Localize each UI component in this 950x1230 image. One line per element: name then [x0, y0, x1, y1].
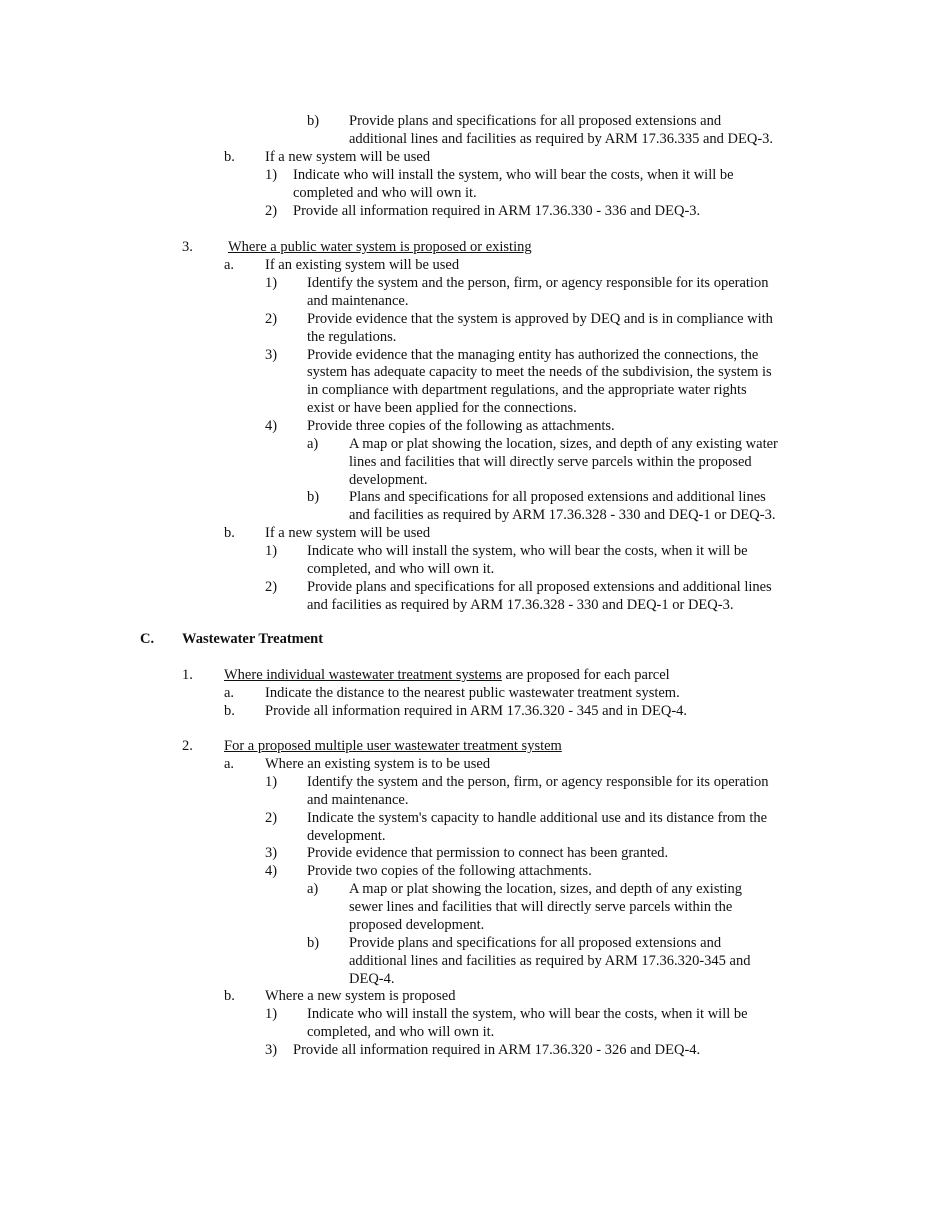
list-text: If a new system will be used [265, 525, 431, 541]
list-label: 2) [265, 311, 278, 327]
list-label: 1) [265, 543, 278, 559]
list-text: If a new system will be used [265, 149, 431, 165]
list-text: Provide plans and specifications for all proposed extensions and additional lines [307, 579, 772, 595]
list-text: and maintenance. [307, 293, 409, 309]
list-label: 1) [265, 1006, 278, 1022]
list-label: 2) [265, 810, 278, 826]
list-label: 1) [265, 167, 278, 183]
list-text: Indicate the distance to the nearest public wastewater treatment system. [265, 685, 680, 701]
list-text: and facilities as required by ARM 17.36.328 - 330 and DEQ-1 or DEQ-3. [307, 597, 734, 613]
list-label: b) [307, 489, 320, 505]
list-label: b. [224, 988, 235, 1004]
list-text: Plans and specifications for all proposed extensions and additional lines [349, 489, 766, 505]
section-title: For a proposed multiple user wastewater treatment system [224, 738, 562, 754]
list-text: Provide evidence that the system is approved by DEQ and is in compliance with [307, 311, 773, 327]
list-text: additional lines and facilities as required by ARM 17.36.335 and DEQ-3. [349, 131, 774, 147]
list-text: DEQ-4. [349, 971, 395, 987]
list-label: b) [307, 935, 320, 951]
section-title-rest: are proposed for each parcel [501, 667, 670, 683]
section-number: 1. [182, 667, 193, 683]
list-text: system has adequate capacity to meet the needs of the subdivision, the system is [307, 364, 772, 380]
list-text: Provide all information required in ARM 17.36.330 - 336 and DEQ-3. [293, 203, 701, 219]
list-label: b) [307, 113, 320, 129]
list-label: a. [224, 685, 235, 701]
list-text: Indicate who will install the system, who will bear the costs, when it will be [307, 543, 748, 559]
list-label: a) [307, 881, 319, 897]
list-text: completed, and who will own it. [307, 1024, 495, 1040]
list-label: 2) [265, 579, 278, 595]
list-text: Provide plans and specifications for all proposed extensions and [349, 113, 722, 129]
section-number: 3. [182, 239, 193, 255]
list-label: b. [224, 149, 235, 165]
list-text: Provide evidence that permission to connect has been granted. [307, 845, 669, 861]
list-text: Identify the system and the person, firm, or agency responsible for its operation [307, 275, 769, 291]
list-label: 3) [265, 1042, 278, 1058]
list-label: a. [224, 756, 235, 772]
list-label: 3) [265, 347, 278, 363]
list-text: Indicate who will install the system, who will bear the costs, when it will be [293, 167, 734, 183]
list-text: sewer lines and facilities that will directly serve parcels within the [349, 899, 733, 915]
list-text: Provide evidence that the managing entity has authorized the connections, the [307, 347, 759, 363]
section-title-underlined: Where individual wastewater treatment systems [224, 667, 502, 683]
list-text: completed and who will own it. [293, 185, 477, 201]
list-text: Identify the system and the person, firm, or agency responsible for its operation [307, 774, 769, 790]
list-text: Indicate the system's capacity to handle additional use and its distance from the [307, 810, 768, 826]
list-text: A map or plat showing the location, sizes, and depth of any existing water [349, 436, 778, 452]
list-label: b. [224, 525, 235, 541]
section-title [224, 666, 670, 684]
list-text: the regulations. [307, 329, 397, 345]
section-label: C. [140, 631, 155, 647]
list-label: a. [224, 257, 235, 273]
list-text: Provide all information required in ARM 17.36.320 - 326 and DEQ-4. [293, 1042, 701, 1058]
list-text: in compliance with department regulations, and the appropriate water rights [307, 382, 747, 398]
list-text: Provide all information required in ARM 17.36.320 - 345 and in DEQ-4. [265, 703, 688, 719]
list-text: Provide plans and specifications for all proposed extensions and [349, 935, 722, 951]
list-text: and maintenance. [307, 792, 409, 808]
list-text: Where an existing system is to be used [265, 756, 491, 772]
list-text: additional lines and facilities as required by ARM 17.36.320-345 and [349, 953, 751, 969]
list-text: A map or plat showing the location, sizes, and depth of any existing [349, 881, 743, 897]
list-text: and facilities as required by ARM 17.36.328 - 330 and DEQ-1 or DEQ-3. [349, 507, 776, 523]
section-heading: Wastewater Treatment [182, 631, 324, 647]
list-text: development. [349, 472, 428, 488]
list-text: Indicate who will install the system, who will bear the costs, when it will be [307, 1006, 748, 1022]
list-label: 1) [265, 774, 278, 790]
list-label: 4) [265, 418, 278, 434]
section-title: Where a public water system is proposed or existing [228, 239, 532, 255]
section-number: 2. [182, 738, 193, 754]
list-text: Provide three copies of the following as attachments. [307, 418, 615, 434]
list-label: 3) [265, 845, 278, 861]
list-label: 4) [265, 863, 278, 879]
list-text: development. [307, 828, 386, 844]
list-label: 1) [265, 275, 278, 291]
list-text: Where a new system is proposed [265, 988, 456, 1004]
list-text: exist or have been applied for the connections. [307, 400, 577, 416]
list-label: b. [224, 703, 235, 719]
list-label: 2) [265, 203, 278, 219]
list-text: lines and facilities that will directly serve parcels within the proposed [349, 454, 752, 470]
list-text: proposed development. [349, 917, 485, 933]
list-label: a) [307, 436, 319, 452]
list-text: If an existing system will be used [265, 257, 460, 273]
list-text: completed, and who will own it. [307, 561, 495, 577]
list-text: Provide two copies of the following attachments. [307, 863, 592, 879]
